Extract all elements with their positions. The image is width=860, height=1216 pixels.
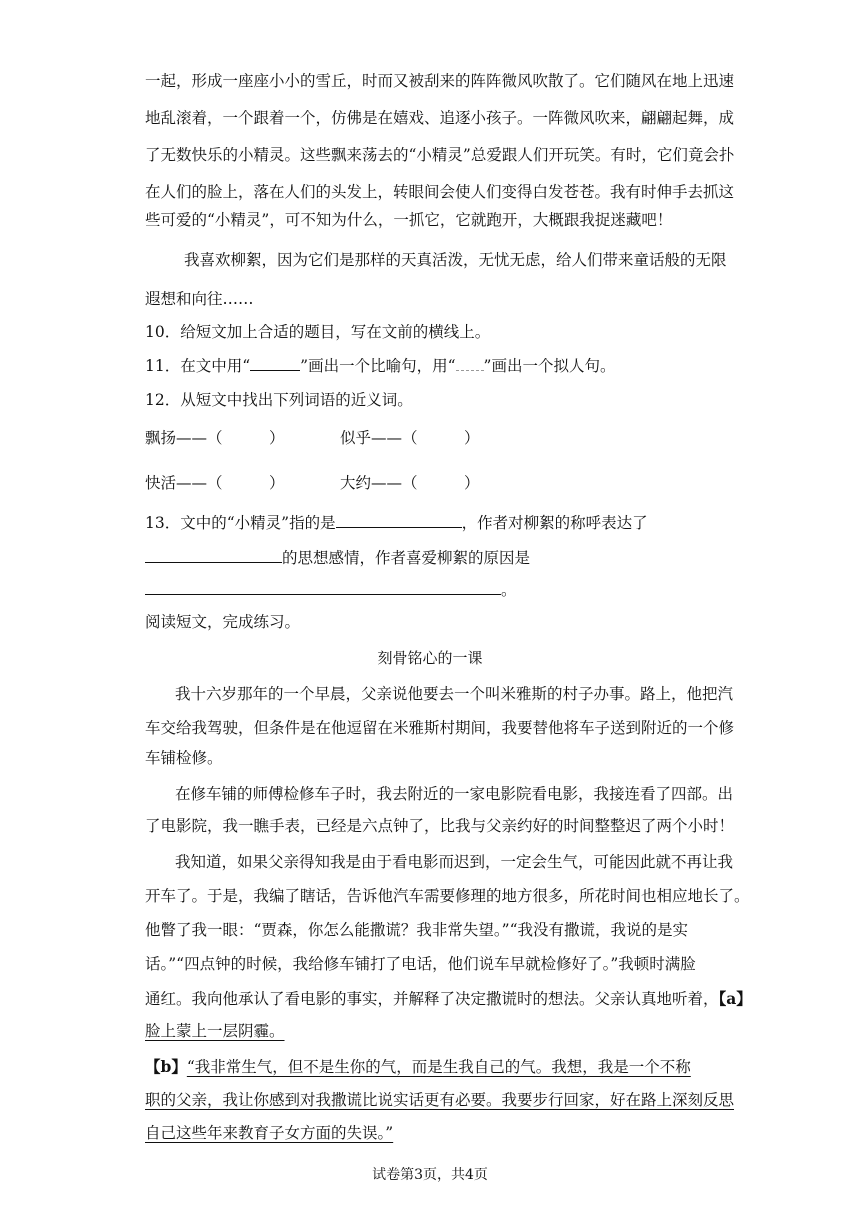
passage2-line: 他瞥了我一眼：“贾森，你怎么能撒谎？我非常失望。”“我没有撒谎，我说的是实 <box>145 921 689 939</box>
passage1-line: 在人们的脸上，落在人们的头发上，转眼间会使人们变得白发苍苍。我有时伸手去抓这 <box>145 183 735 201</box>
instruction: 阅读短文，完成练习。 <box>145 613 301 631</box>
passage2-title: 刻骨铭心的一课 <box>377 649 483 667</box>
underlined-sentence-a: 脸上蒙上一层阴霾。 <box>145 1022 285 1040</box>
synonym-item: 似乎——（ ） <box>340 429 480 447</box>
question-13-text: ，作者对柳絮的称呼表达了 <box>461 514 648 532</box>
synonym-item: 大约——（ ） <box>340 474 480 492</box>
question-11-text: 11．在文中用“ <box>145 357 251 375</box>
passage1-line: 些可爱的“小精灵”，可不知为什么，一抓它，它就跑开，大概跟我捉迷藏吧！ <box>145 211 673 229</box>
passage2-line <box>145 989 752 1009</box>
answer-blank[interactable] <box>145 580 501 595</box>
underlined-sentence-b: “我非常生气，但不是生你的气，而是生我自己的气。我想，我是一个不称 <box>186 1058 691 1076</box>
question-13 <box>145 513 648 533</box>
question-11-text: ”画出一个拟人句。 <box>483 357 616 375</box>
passage2-line: 车铺检修。 <box>145 749 223 767</box>
answer-blank[interactable] <box>336 513 462 528</box>
question-11-text: ”画出一个比喻句，用“ <box>300 357 456 375</box>
underlined-sentence-b: 自己这些年来教育子女方面的失误。” <box>145 1124 394 1142</box>
question-13-text: 13．文中的“小精灵”指的是 <box>145 514 336 532</box>
passage2-line: 开车了。于是，我编了瞎话，告诉他汽车需要修理的地方很多，所花时间也相应地长了。 <box>145 887 750 905</box>
question-11 <box>145 356 615 376</box>
passage2-line: 话。”“四点钟的时候，我给修车铺打了电话，他们说车早就检修好了。”我顿时满脸 <box>145 955 696 973</box>
question-13 <box>145 548 530 568</box>
question-13-text: 。 <box>501 581 517 599</box>
marker-b: 【b】 <box>145 1057 187 1076</box>
passage1-line: 一起，形成一座座小小的雪丘，时而又被刮来的阵阵微风吹散了。它们随风在地上迅速 <box>145 72 735 90</box>
question-13-text: 的思想感情，作者喜爱柳絮的原因是 <box>282 549 531 567</box>
passage2-line: 车交给我驾驶，但条件是在他逗留在米雅斯村期间，我要替他将车子送到附近的一个修 <box>145 719 735 737</box>
passage2-line: 在修车铺的师傅检修车子时，我去附近的一家电影院看电影，我接连看了四部。出 <box>175 785 734 803</box>
passage2-text: 通红。我向他承认了看电影的事实，并解释了决定撒谎时的想法。父亲认真地听着， <box>145 990 719 1008</box>
straight-line-mark <box>250 356 300 371</box>
question-10: 10．给短文加上合适的题目，写在文前的横线上。 <box>145 323 491 341</box>
passage1-line: 了无数快乐的小精灵。这些飘来荡去的“小精灵”总爱跟人们开玩笑。有时，它们竟会扑 <box>145 146 735 164</box>
synonym-item: 飘扬——（ ） <box>145 429 285 447</box>
page-footer: 试卷第3页，共4页 <box>372 1167 488 1183</box>
passage1-line: 地乱滚着，一个跟着一个，仿佛是在嬉戏、追逐小孩子。一阵微风吹来，翩翩起舞，成 <box>145 109 735 127</box>
wavy-line-mark <box>456 356 484 371</box>
answer-blank[interactable] <box>145 548 282 563</box>
marker-a: 【a】 <box>718 989 752 1008</box>
passage1-line: 我喜欢柳絮，因为它们是那样的天真活泼，无忧无虑，给人们带来童话般的无限 <box>184 251 727 269</box>
passage2-line: 我知道，如果父亲得知我是由于看电影而迟到，一定会生气，可能因此就不再让我 <box>175 853 734 871</box>
synonym-item: 快活——（ ） <box>145 474 285 492</box>
passage2-line: 了电影院，我一瞧手表，已经是六点钟了，比我与父亲约好的时间整整迟了两个小时！ <box>145 817 735 835</box>
question-12: 12．从短文中找出下列词语的近义词。 <box>145 391 413 409</box>
passage2-line <box>145 1057 691 1077</box>
passage2-line: 我十六岁那年的一个早晨，父亲说他要去一个叫米雅斯的村子办事。路上，他把汽 <box>175 685 734 703</box>
underlined-sentence-b: 职的父亲，我让你感到对我撒谎比说实话更有必要。我要步行回家，好在路上深刻反思 <box>145 1091 735 1109</box>
question-13 <box>145 580 517 600</box>
passage1-line: 遐想和向往…… <box>145 290 254 308</box>
